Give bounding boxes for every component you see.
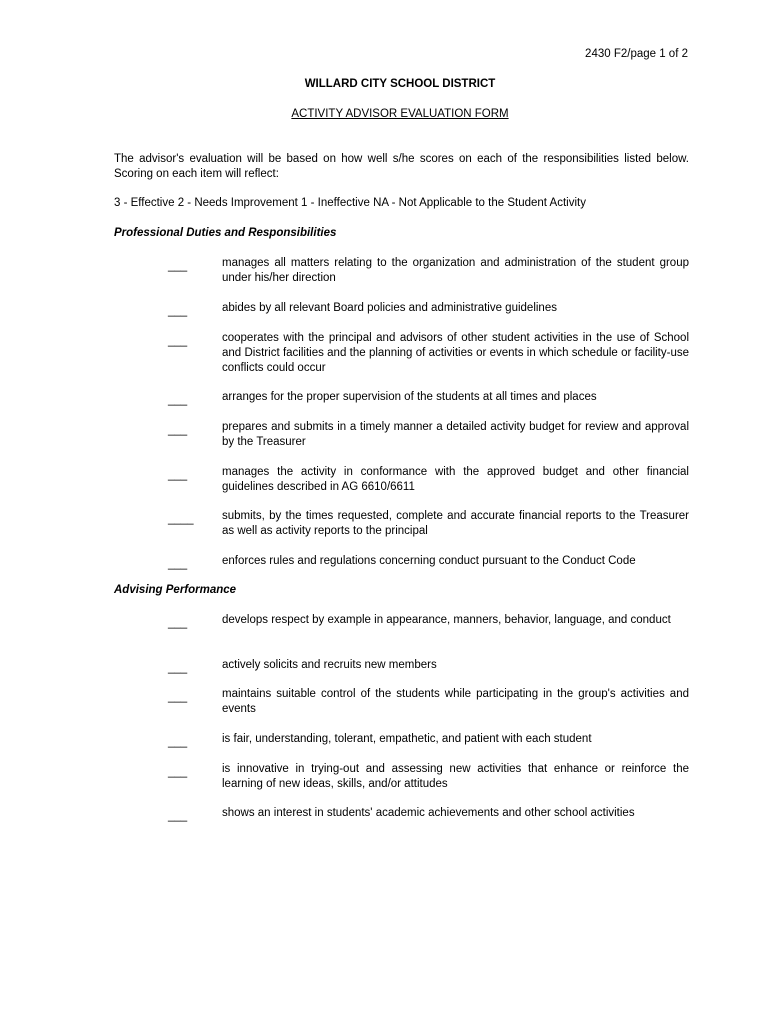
score-blank[interactable]: ___ [168,469,188,481]
intro-paragraph: The advisor's evaluation will be based on how well s/he scores on each of the responsibilities listed below. Scoring on each item will reflect: [114,153,689,180]
score-blank[interactable]: ___ [168,424,188,436]
score-blank[interactable]: ___ [168,662,188,674]
item-text: actively solicits and recruits new members [222,659,437,671]
score-blank[interactable]: ___ [168,766,188,778]
score-blank[interactable]: ___ [168,558,188,570]
score-blank[interactable]: ___ [168,691,188,703]
item-text: enforces rules and regulations concerning conduct pursuant to the Conduct Code [222,555,636,567]
score-blank[interactable]: ___ [168,394,188,406]
score-blank[interactable]: ___ [168,305,188,317]
score-blank[interactable]: ___ [168,810,188,822]
score-blank[interactable]: ____ [168,513,194,525]
item-text: submits, by the times requested, complete and accurate financial reports to the Treasurer as well as activity reports to the principal [222,510,689,537]
section-heading-advising-performance: Advising Performance [114,584,237,596]
item-text: is innovative in trying-out and assessing new activities that enhance or reinforce the learning of new ideas, skills, and/or attitudes [222,763,689,790]
district-name: WILLARD CITY SCHOOL DISTRICT [304,78,496,90]
item-text: is fair, understanding, tolerant, empathetic, and patient with each student [222,733,592,745]
item-text: prepares and submits in a timely manner a detailed activity budget for review and approval by the Treasurer [222,421,689,448]
item-text: arranges for the proper supervision of the students at all times and places [222,391,597,403]
item-text: cooperates with the principal and advisors of other student activities in the use of School and District facilities and the planning of activities or events in which schedule or facility-use conflicts could occur [222,332,689,374]
score-blank[interactable]: ___ [168,260,188,272]
item-text: develops respect by example in appearance, manners, behavior, language, and conduct [222,614,671,626]
item-text: manages the activity in conformance with the approved budget and other financial guidelines described in AG 6610/6611 [222,466,689,493]
scoring-scale: 3 - Effective 2 - Needs Improvement 1 - Ineffective NA - Not Applicable to the Student Activity [114,197,586,209]
score-blank[interactable]: ___ [168,617,188,629]
page-number: 2430 F2/page 1 of 2 [585,48,688,60]
section-heading-professional-duties: Professional Duties and Responsibilities [114,227,337,239]
item-text: manages all matters relating to the organization and administration of the student group under his/her direction [222,257,689,284]
item-text: abides by all relevant Board policies and administrative guidelines [222,302,557,314]
form-title: ACTIVITY ADVISOR EVALUATION FORM [291,108,509,120]
score-blank[interactable]: ___ [168,736,188,748]
score-blank[interactable]: ___ [168,335,188,347]
item-text: maintains suitable control of the students while participating in the group's activities and events [222,688,689,715]
item-text: shows an interest in students' academic achievements and other school activities [222,807,635,819]
